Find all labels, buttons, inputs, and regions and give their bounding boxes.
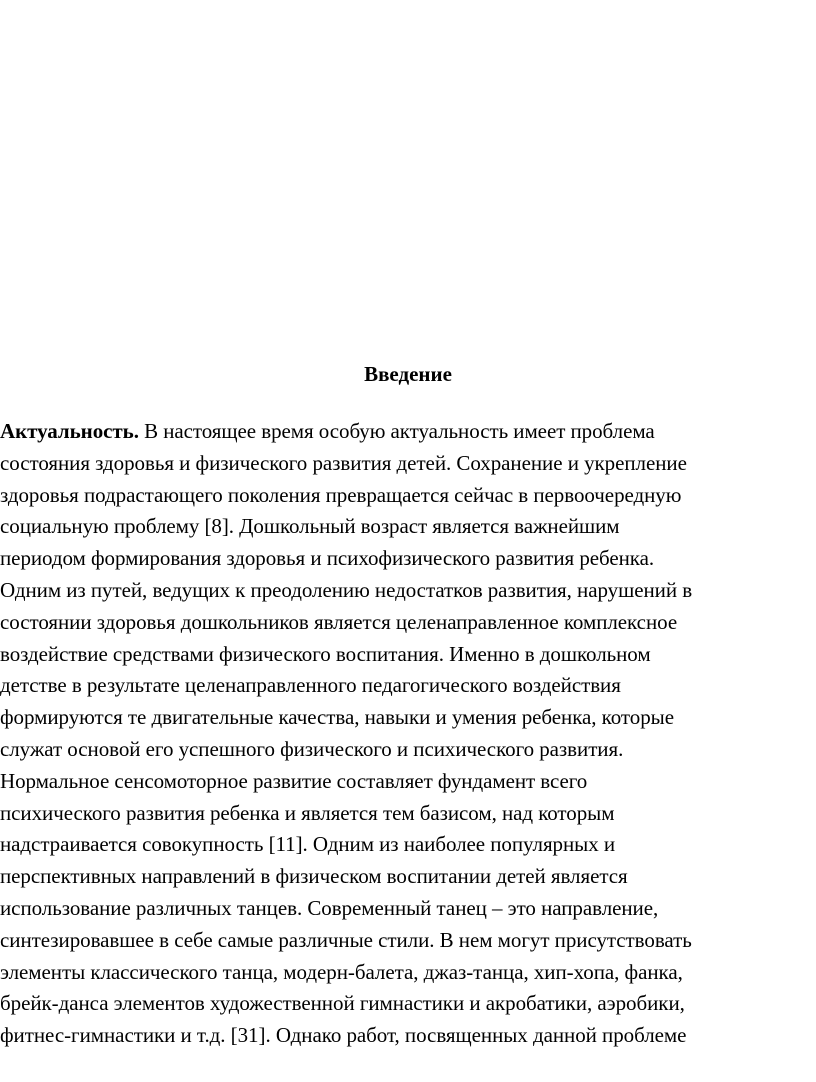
text-line-16: использование различных танцев. Современный танец – это направление, — [0, 895, 659, 920]
text-line-20: фитнес-гимнастики и т.д. [31]. Однако работ, посвященных данной проблеме — [0, 1023, 687, 1048]
text-line-2: состояния здоровья и физического развития детей. Сохранение и укрепление — [0, 450, 687, 475]
text-line-8: воздействие средствами физического воспитания. Именно в дошкольном — [0, 641, 651, 666]
text-line-3: здоровья подрастающего поколения превращается сейчас в первоочередную — [0, 482, 682, 507]
text-line-9: детстве в результате целенаправленного педагогического воздействия — [0, 673, 621, 698]
section-heading: Введение — [364, 362, 452, 386]
text-line-11: служат основой его успешного физического и психического развития. — [0, 736, 624, 761]
text-line-17: синтезировавшее в себе самые различные стили. В нем могут присутствовать — [0, 927, 692, 952]
text-line-6: Одним из путей, ведущих к преодолению недостатков развития, нарушений в — [0, 577, 693, 602]
text-line-7: состоянии здоровья дошкольников является целенаправленное комплексное — [0, 609, 678, 634]
text-line-1 — [0, 416, 816, 448]
text-line-14: надстраивается совокупность [11]. Одним из наиболее популярных и — [0, 832, 616, 857]
text-line-4: социальную проблему [8]. Дошкольный возраст является важнейшим — [0, 514, 620, 539]
text-line-15: перспективных направлений в физическом воспитании детей является — [0, 864, 628, 889]
text-line-13: психического развития ребенка и является тем базисом, над которым — [0, 800, 615, 825]
text-line-5: периодом формирования здоровья и психофизического развития ребенка. — [0, 546, 655, 571]
text-line-10: формируются те двигательные качества, навыки и умения ребенка, которые — [0, 705, 674, 730]
lead-term: Актуальность. — [0, 419, 139, 443]
text-line-12: Нормальное сенсомоторное развитие составляет фундамент всего — [0, 768, 588, 793]
body-paragraph — [0, 416, 816, 1052]
text-line-1-rest: В настоящее время особую актуальность имеет проблема — [138, 419, 655, 443]
text-line-19: брейк-данса элементов художественной гимнастики и акробатики, аэробики, — [0, 991, 685, 1016]
text-line-18: элементы классического танца, модерн-балета, джаз-танца, хип-хопа, фанка, — [0, 959, 683, 984]
